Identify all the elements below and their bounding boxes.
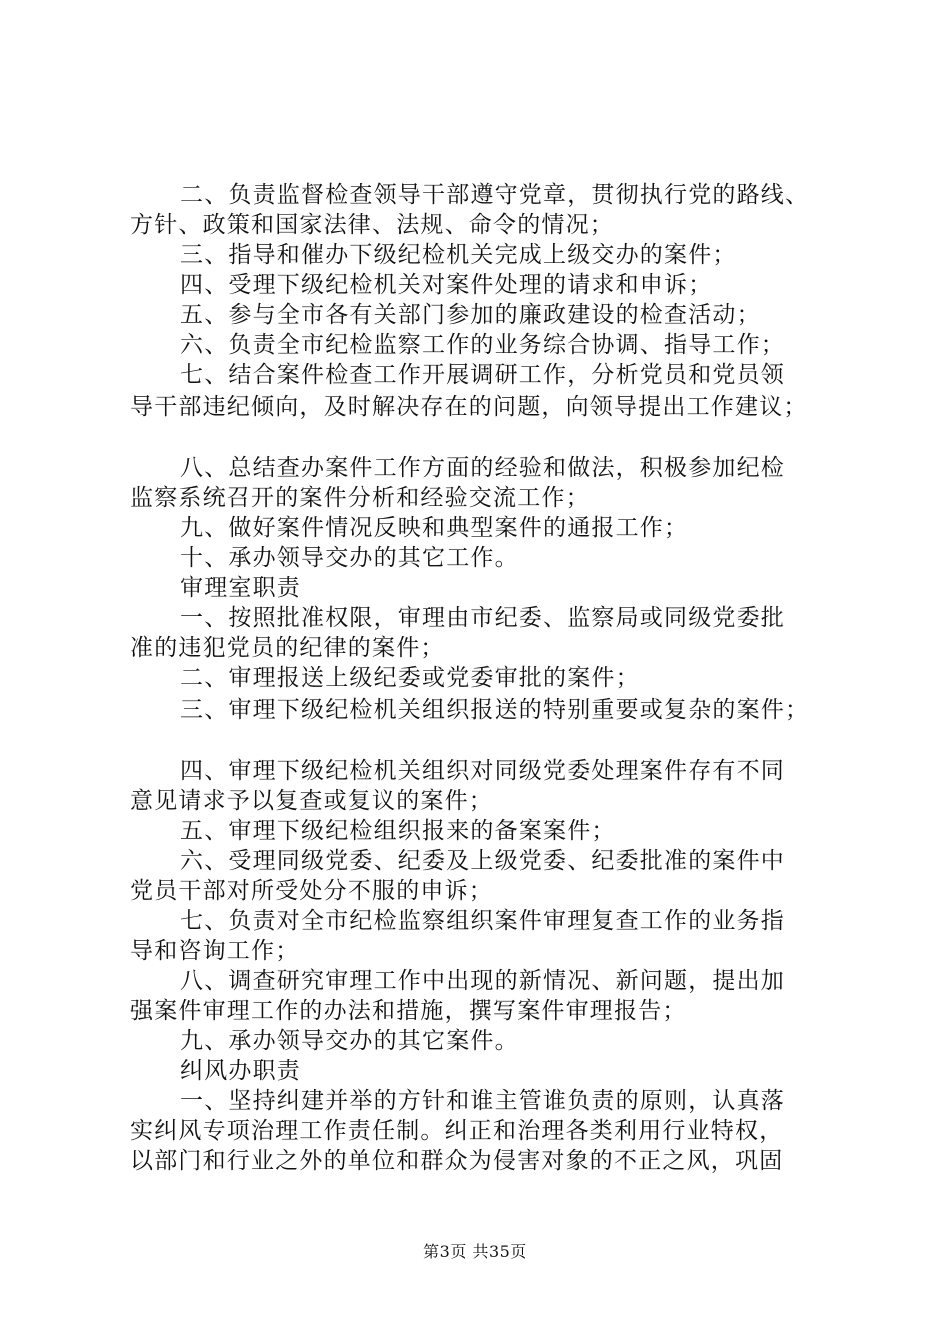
- page-number-footer: 第3页 共35页: [423, 1242, 527, 1261]
- text-line: 四、受理下级纪检机关对案件处理的请求和申诉；: [180, 272, 713, 298]
- text-line: 一、坚持纠建并举的方针和谁主管谁负责的原则，认真落: [180, 1088, 785, 1114]
- text-line: 导干部违纪倾向，及时解决存在的问题，向领导提出工作建议；: [130, 394, 808, 420]
- text-line: 七、结合案件检查工作开展调研工作，分析党员和党员领: [180, 362, 785, 388]
- text-line: 六、受理同级党委、纪委及上级党委、纪委批准的案件中: [180, 848, 785, 874]
- text-line: 九、做好案件情况反映和典型案件的通报工作；: [180, 515, 689, 541]
- text-line: 一、按照批准权限，审理由市纪委、监察局或同级党委批: [180, 605, 785, 631]
- text-line: 九、承办领导交办的其它案件。: [180, 1028, 519, 1054]
- text-line: 准的违犯党员的纪律的案件；: [130, 635, 445, 661]
- section-heading: 纠风办职责: [180, 1058, 301, 1084]
- text-line: 五、审理下级纪检组织报来的备案案件；: [180, 818, 616, 844]
- text-line: 党员干部对所受处分不服的申诉；: [130, 878, 493, 904]
- text-line: 六、负责全市纪检监察工作的业务综合协调、指导工作；: [180, 332, 785, 358]
- text-line: 八、总结查办案件工作方面的经验和做法，积极参加纪检: [180, 455, 785, 481]
- text-line: 监察系统召开的案件分析和经验交流工作；: [130, 485, 590, 511]
- text-line: 三、审理下级纪检机关组织报送的特别重要或复杂的案件；: [180, 697, 810, 723]
- text-line: 意见请求予以复查或复议的案件；: [130, 788, 493, 814]
- text-line: 八、调查研究审理工作中出现的新情况、新问题，提出加: [180, 968, 785, 994]
- text-line: 强案件审理工作的办法和措施，撰写案件审理报告；: [130, 998, 687, 1024]
- text-line: 五、参与全市各有关部门参加的廉政建设的检查活动；: [180, 302, 761, 328]
- text-line: 以部门和行业之外的单位和群众为侵害对象的不正之风，巩固: [130, 1148, 784, 1174]
- text-line: 方针、政策和国家法律、法规、命令的情况；: [130, 212, 614, 238]
- text-line: 四、审理下级纪检机关组织对同级党委处理案件存有不同: [180, 758, 785, 784]
- text-line: 二、负责监督检查领导干部遵守党章，贯彻执行党的路线、: [180, 182, 810, 208]
- text-line: 十、承办领导交办的其它工作。: [180, 545, 519, 571]
- text-line: 导和咨询工作；: [130, 938, 300, 964]
- text-line: 二、审理报送上级纪委或党委审批的案件；: [180, 665, 640, 691]
- text-line: 实纠风专项治理工作责任制。纠正和治理各类利用行业特权，: [130, 1118, 784, 1144]
- section-heading: 审理室职责: [180, 575, 301, 601]
- text-line: 七、负责对全市纪检监察组织案件审理复查工作的业务指: [180, 908, 785, 934]
- text-line: 三、指导和催办下级纪检机关完成上级交办的案件；: [180, 242, 737, 268]
